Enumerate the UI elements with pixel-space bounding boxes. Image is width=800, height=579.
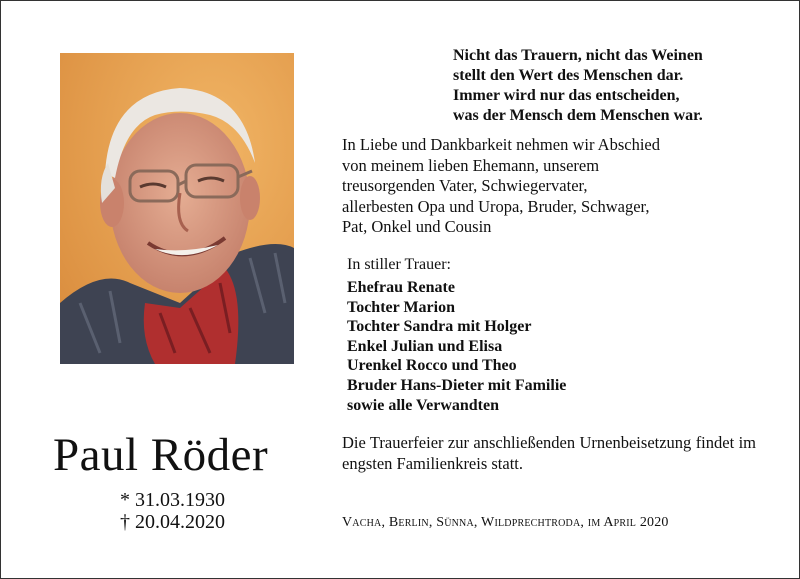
poem-line: stellt den Wert des Menschen dar.: [453, 67, 684, 84]
poem-line: Immer wird nur das entscheiden,: [453, 87, 680, 104]
farewell-line: treusorgenden Vater, Schwiegervater,: [342, 176, 588, 195]
place-and-date: Vacha, Berlin, Sünna, Wildprechtroda, im April 2020: [342, 515, 669, 530]
mourner-item: Tochter Marion: [347, 298, 455, 316]
deceased-name: Paul Röder: [53, 429, 269, 481]
mourner-item: Urenkel Rocco und Theo: [347, 357, 517, 375]
poem-line: was der Mensch dem Menschen war.: [453, 107, 703, 124]
portrait-photo: [60, 53, 294, 364]
mourner-item: Bruder Hans-Dieter mit Familie: [347, 376, 567, 394]
farewell-line: Pat, Onkel und Cousin: [342, 217, 492, 236]
mourner-item: Ehefrau Renate: [347, 279, 455, 296]
death-date: † 20.04.2020: [120, 511, 225, 533]
farewell-text: [342, 135, 660, 238]
farewell-line: von meinem lieben Ehemann, unserem: [342, 155, 600, 175]
poem-line: Nicht das Trauern, nicht das Weinen: [453, 47, 703, 64]
farewell-line: allerbesten Opa und Uropa, Bruder, Schwager,: [342, 196, 650, 216]
mourning-heading: In stiller Trauer:: [347, 256, 451, 273]
poem: [453, 46, 703, 126]
funeral-notice: Die Trauerfeier zur anschließenden Urnenbeisetzung findet im engsten Familienkreis statt.: [342, 433, 756, 473]
mourner-item: sowie alle Verwandten: [347, 396, 499, 414]
birth-date: * 31.03.1930: [120, 489, 225, 511]
life-dates: [120, 489, 225, 533]
mourners-list: [347, 278, 566, 415]
farewell-line: In Liebe und Dankbarkeit nehmen wir Abschied: [342, 135, 660, 154]
mourner-item: Tochter Sandra mit Holger: [347, 318, 532, 336]
mourner-item: Enkel Julian und Elisa: [347, 337, 503, 355]
portrait-photo-icon: [60, 53, 294, 364]
